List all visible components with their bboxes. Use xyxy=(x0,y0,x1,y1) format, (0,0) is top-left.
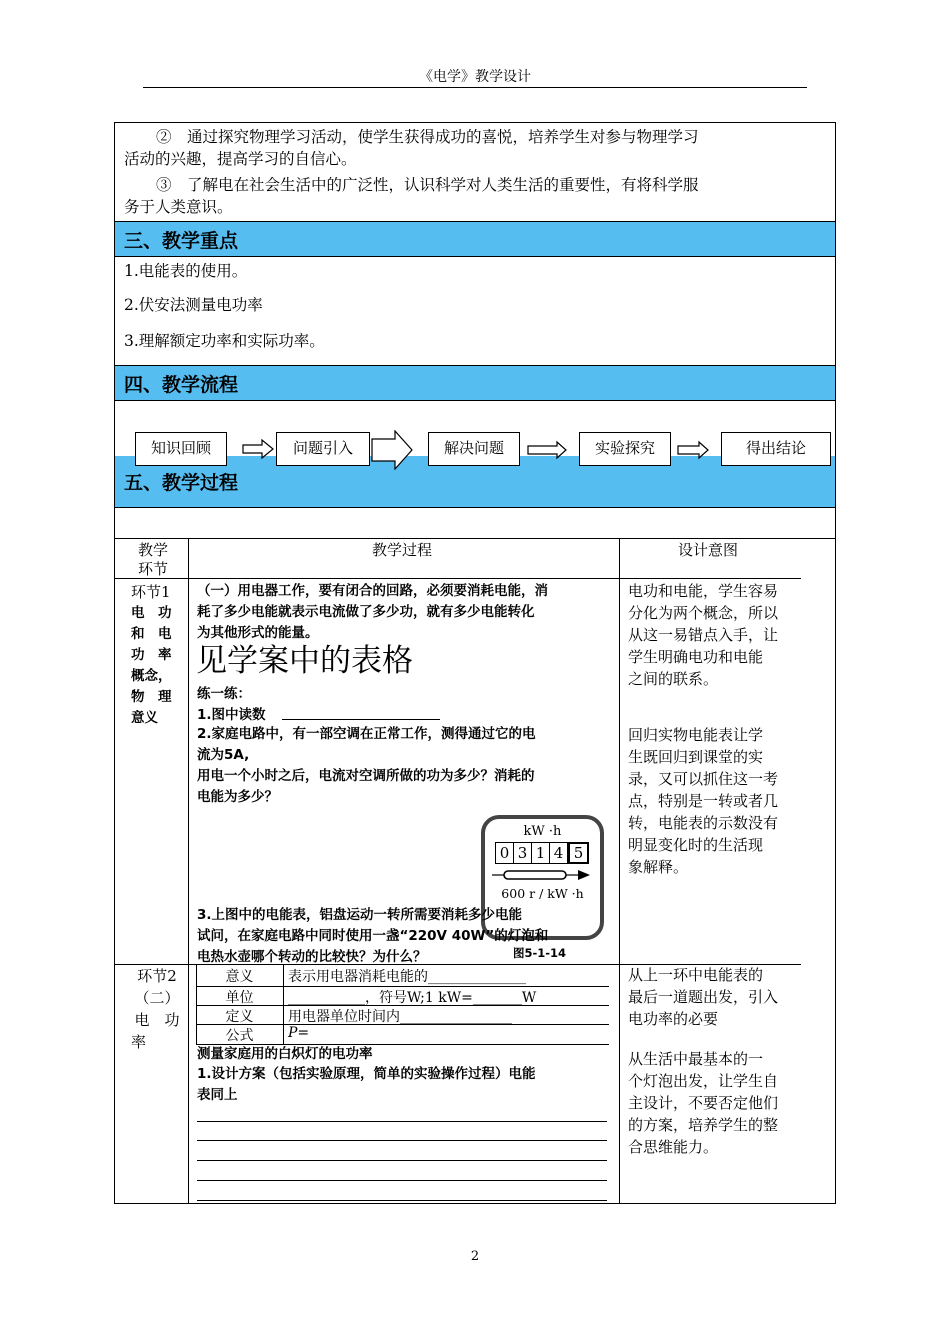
flow-step-review: 知识回顾 xyxy=(135,432,227,466)
meter-disc-icon xyxy=(490,866,594,884)
flow-step-experiment: 实验探究 xyxy=(579,432,671,466)
row2-value-unit: ___________，符号W;1 kW=_______W xyxy=(288,990,537,1006)
header-rule xyxy=(143,87,807,88)
key-point-3: 3.理解额定功率和实际功率。 xyxy=(124,332,325,350)
col-header-stage-l1: 教学 xyxy=(138,541,169,559)
meter-digit: 4 xyxy=(550,842,568,864)
flow-step-conclusion: 得出结论 xyxy=(721,432,831,466)
row2-measure-title: 测量家庭用的白炽灯的电功率 xyxy=(197,1046,373,1062)
objective-2-line1: ② 通过探究物理学习活动，使学生获得成功的喜悦，培养学生对参与物理学习 xyxy=(156,128,699,146)
row1-question-1: 1.图中读数 xyxy=(197,707,266,723)
section-5-heading: 五、教学过程 xyxy=(124,472,239,494)
answer-line xyxy=(197,1180,607,1181)
answer-line xyxy=(197,1200,607,1201)
col-header-stage-l2: 环节 xyxy=(138,560,169,578)
row1-stage-title: 电 功 和 电 功 率 概念， 物 理 意义 xyxy=(131,605,172,726)
row2-key-formula: 公式 xyxy=(225,1028,254,1044)
row2-design-plan: 1.设计方案（包括实验原理，简单的实验操作过程）电能 表同上 xyxy=(197,1066,536,1103)
flow-arrow-3 xyxy=(527,440,567,460)
objective-3-line1: ③ 了解电在社会生活中的广泛性，认识科学对人类生活的重要性，有将科学服 xyxy=(156,176,699,194)
row2-key-definition: 定义 xyxy=(225,1009,254,1025)
row1-big-text: 见学案中的表格 xyxy=(196,643,413,679)
row2-value-formula: P= xyxy=(288,1025,310,1041)
meter-digit: 1 xyxy=(532,842,550,864)
row2-key-unit: 单位 xyxy=(225,990,254,1006)
meter-unit: kW ·h xyxy=(523,824,562,839)
key-point-2: 2.伏安法测量电功率 xyxy=(124,296,263,314)
row2-value-meaning: 表示用电器消耗电能的______________ xyxy=(288,969,526,985)
row1-question-3: 3.上图中的电能表，铝盘运动一转所需要消耗多少电能 试问，在家庭电路中同时使用一盏“220V 40W”的灯泡和 电热水壶哪个转动的比较快？为什么？ xyxy=(197,907,549,965)
answer-line xyxy=(197,1140,607,1141)
row1-intent-a: 电功和电能，学生容易 分化为两个概念，所以 从这一易错点入手，让 学生明确电功和电能 之间的联系。 xyxy=(628,582,779,688)
meter-digits xyxy=(495,842,589,864)
row1-intro: （一）用电器工作，要有闭合的回路，必须要消耗电能，消 耗了多少电能就表示电流做了多少功，就有多少电能转化 为其他形式的能量。 xyxy=(197,583,548,641)
row2-intent-a: 从上一环中电能表的 最后一道题出发，引入 电功率的必要 xyxy=(628,966,779,1028)
row1-intent-b: 回归实物电能表让学 生既回归到课堂的实 录，又可以抓住这一考 点，特别是一转或者几 转，电能表的示数没有 明显变化时的生活现 象解释。 xyxy=(628,726,779,876)
page-number: 2 xyxy=(470,1249,480,1264)
meter-caption: 图5-1-14 xyxy=(513,946,567,960)
meter-digit: 0 xyxy=(495,842,514,864)
col-header-intent: 设计意图 xyxy=(678,541,739,559)
row2-stage-label: 环节2 （二） 电 功 率 xyxy=(131,967,180,1051)
meter-rate: 600 r / kW ·h xyxy=(501,886,584,901)
section-4-heading: 四、教学流程 xyxy=(124,374,239,396)
row2-value-definition: 用电器单位时间内________________ xyxy=(288,1009,512,1025)
flow-step-question: 问题引入 xyxy=(276,432,370,466)
flow-arrow-4 xyxy=(677,440,709,460)
answer-line xyxy=(197,1160,607,1161)
row2-intent-b: 从生活中最基本的一 个灯泡出发，让学生自 主设计，不要否定他们 的方案，培养学生的整 合思维能力。 xyxy=(628,1050,779,1156)
page-header-title: 《电学》教学设计 xyxy=(419,69,531,85)
flow-step-solve: 解决问题 xyxy=(428,432,520,466)
answer-line xyxy=(197,1121,607,1122)
col-header-process: 教学过程 xyxy=(372,541,433,559)
row1-stage-label: 环节1 xyxy=(131,583,171,601)
objective-3-line2: 务于人类意识。 xyxy=(124,198,233,216)
flow-arrow-1 xyxy=(242,438,274,460)
objective-2-line2: 活动的兴趣，提高学习的自信心。 xyxy=(124,150,357,168)
row1-question-2: 2.家庭电路中，有一部空调在正常工作，测得通过它的电 流为5A, 用电一个小时之后，电流对空调所做的功为多少？消耗的 电能为多少？ xyxy=(197,726,536,805)
row2-key-meaning: 意义 xyxy=(225,969,254,985)
row1-practice-label: 练一练： xyxy=(197,686,251,702)
key-point-1: 1.电能表的使用。 xyxy=(124,262,248,280)
section-3-heading: 三、教学重点 xyxy=(124,230,239,252)
flow-arrow-2 xyxy=(371,430,413,470)
meter-digit: 3 xyxy=(514,842,532,864)
meter-digit-decimal: 5 xyxy=(568,842,589,864)
